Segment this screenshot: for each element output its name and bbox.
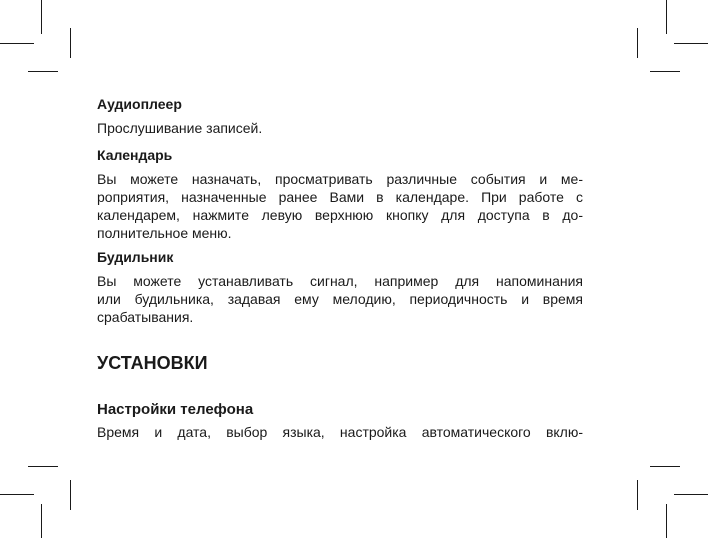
crop-mark-bottom-left-horizontal-inner bbox=[28, 466, 58, 467]
calendar-line: Вы можете назначать, просматривать различные события и ме- bbox=[97, 171, 583, 187]
audio-text: Прослушивание записей. bbox=[97, 120, 263, 136]
crop-mark-bottom-right-vertical bbox=[666, 504, 667, 538]
crop-mark-top-right-horizontal-inner bbox=[650, 71, 680, 72]
crop-mark-top-right-horizontal bbox=[674, 43, 708, 44]
document-body bbox=[97, 95, 583, 441]
alarm-text bbox=[97, 272, 583, 326]
alarm-line: или будильника, задавая ему мелодию, периодичность и время bbox=[97, 291, 583, 307]
alarm-line: Вы можете устанавливать сигнал, например для напоминания bbox=[97, 273, 583, 289]
calendar-text bbox=[97, 170, 583, 242]
crop-mark-bottom-left-vertical-inner bbox=[70, 480, 71, 510]
crop-mark-top-left-horizontal bbox=[0, 43, 34, 44]
calendar-line: календарем, нажмите левую верхнюю кнопку для доступа в до- bbox=[97, 207, 583, 223]
phone-settings-heading: Настройки телефона bbox=[97, 401, 254, 418]
crop-mark-top-right-vertical bbox=[666, 0, 667, 34]
crop-mark-bottom-left-horizontal bbox=[0, 494, 34, 495]
crop-mark-top-left-vertical bbox=[41, 0, 42, 34]
crop-mark-bottom-right-vertical-inner bbox=[637, 480, 638, 510]
settings-section-title: УСТАНОВКИ bbox=[97, 353, 208, 373]
crop-mark-top-right-vertical-inner bbox=[637, 28, 638, 58]
crop-mark-bottom-left-vertical bbox=[41, 504, 42, 538]
phone-settings-text: Время и дата, выбор языка, настройка автоматического вклю- bbox=[97, 424, 583, 440]
calendar-line: полнительное меню. bbox=[97, 225, 232, 241]
crop-mark-bottom-right-horizontal bbox=[674, 494, 708, 495]
crop-mark-top-left-horizontal-inner bbox=[28, 71, 58, 72]
audio-heading: Аудиоплеер bbox=[97, 96, 182, 112]
alarm-heading: Будильник bbox=[97, 249, 174, 265]
calendar-line: роприятия, назначенные ранее Вами в календаре. При работе с bbox=[97, 189, 583, 205]
alarm-line: срабатывания. bbox=[97, 309, 194, 325]
crop-mark-top-left-vertical-inner bbox=[70, 28, 71, 58]
calendar-heading: Календарь bbox=[97, 147, 173, 163]
crop-mark-bottom-right-horizontal-inner bbox=[650, 466, 680, 467]
